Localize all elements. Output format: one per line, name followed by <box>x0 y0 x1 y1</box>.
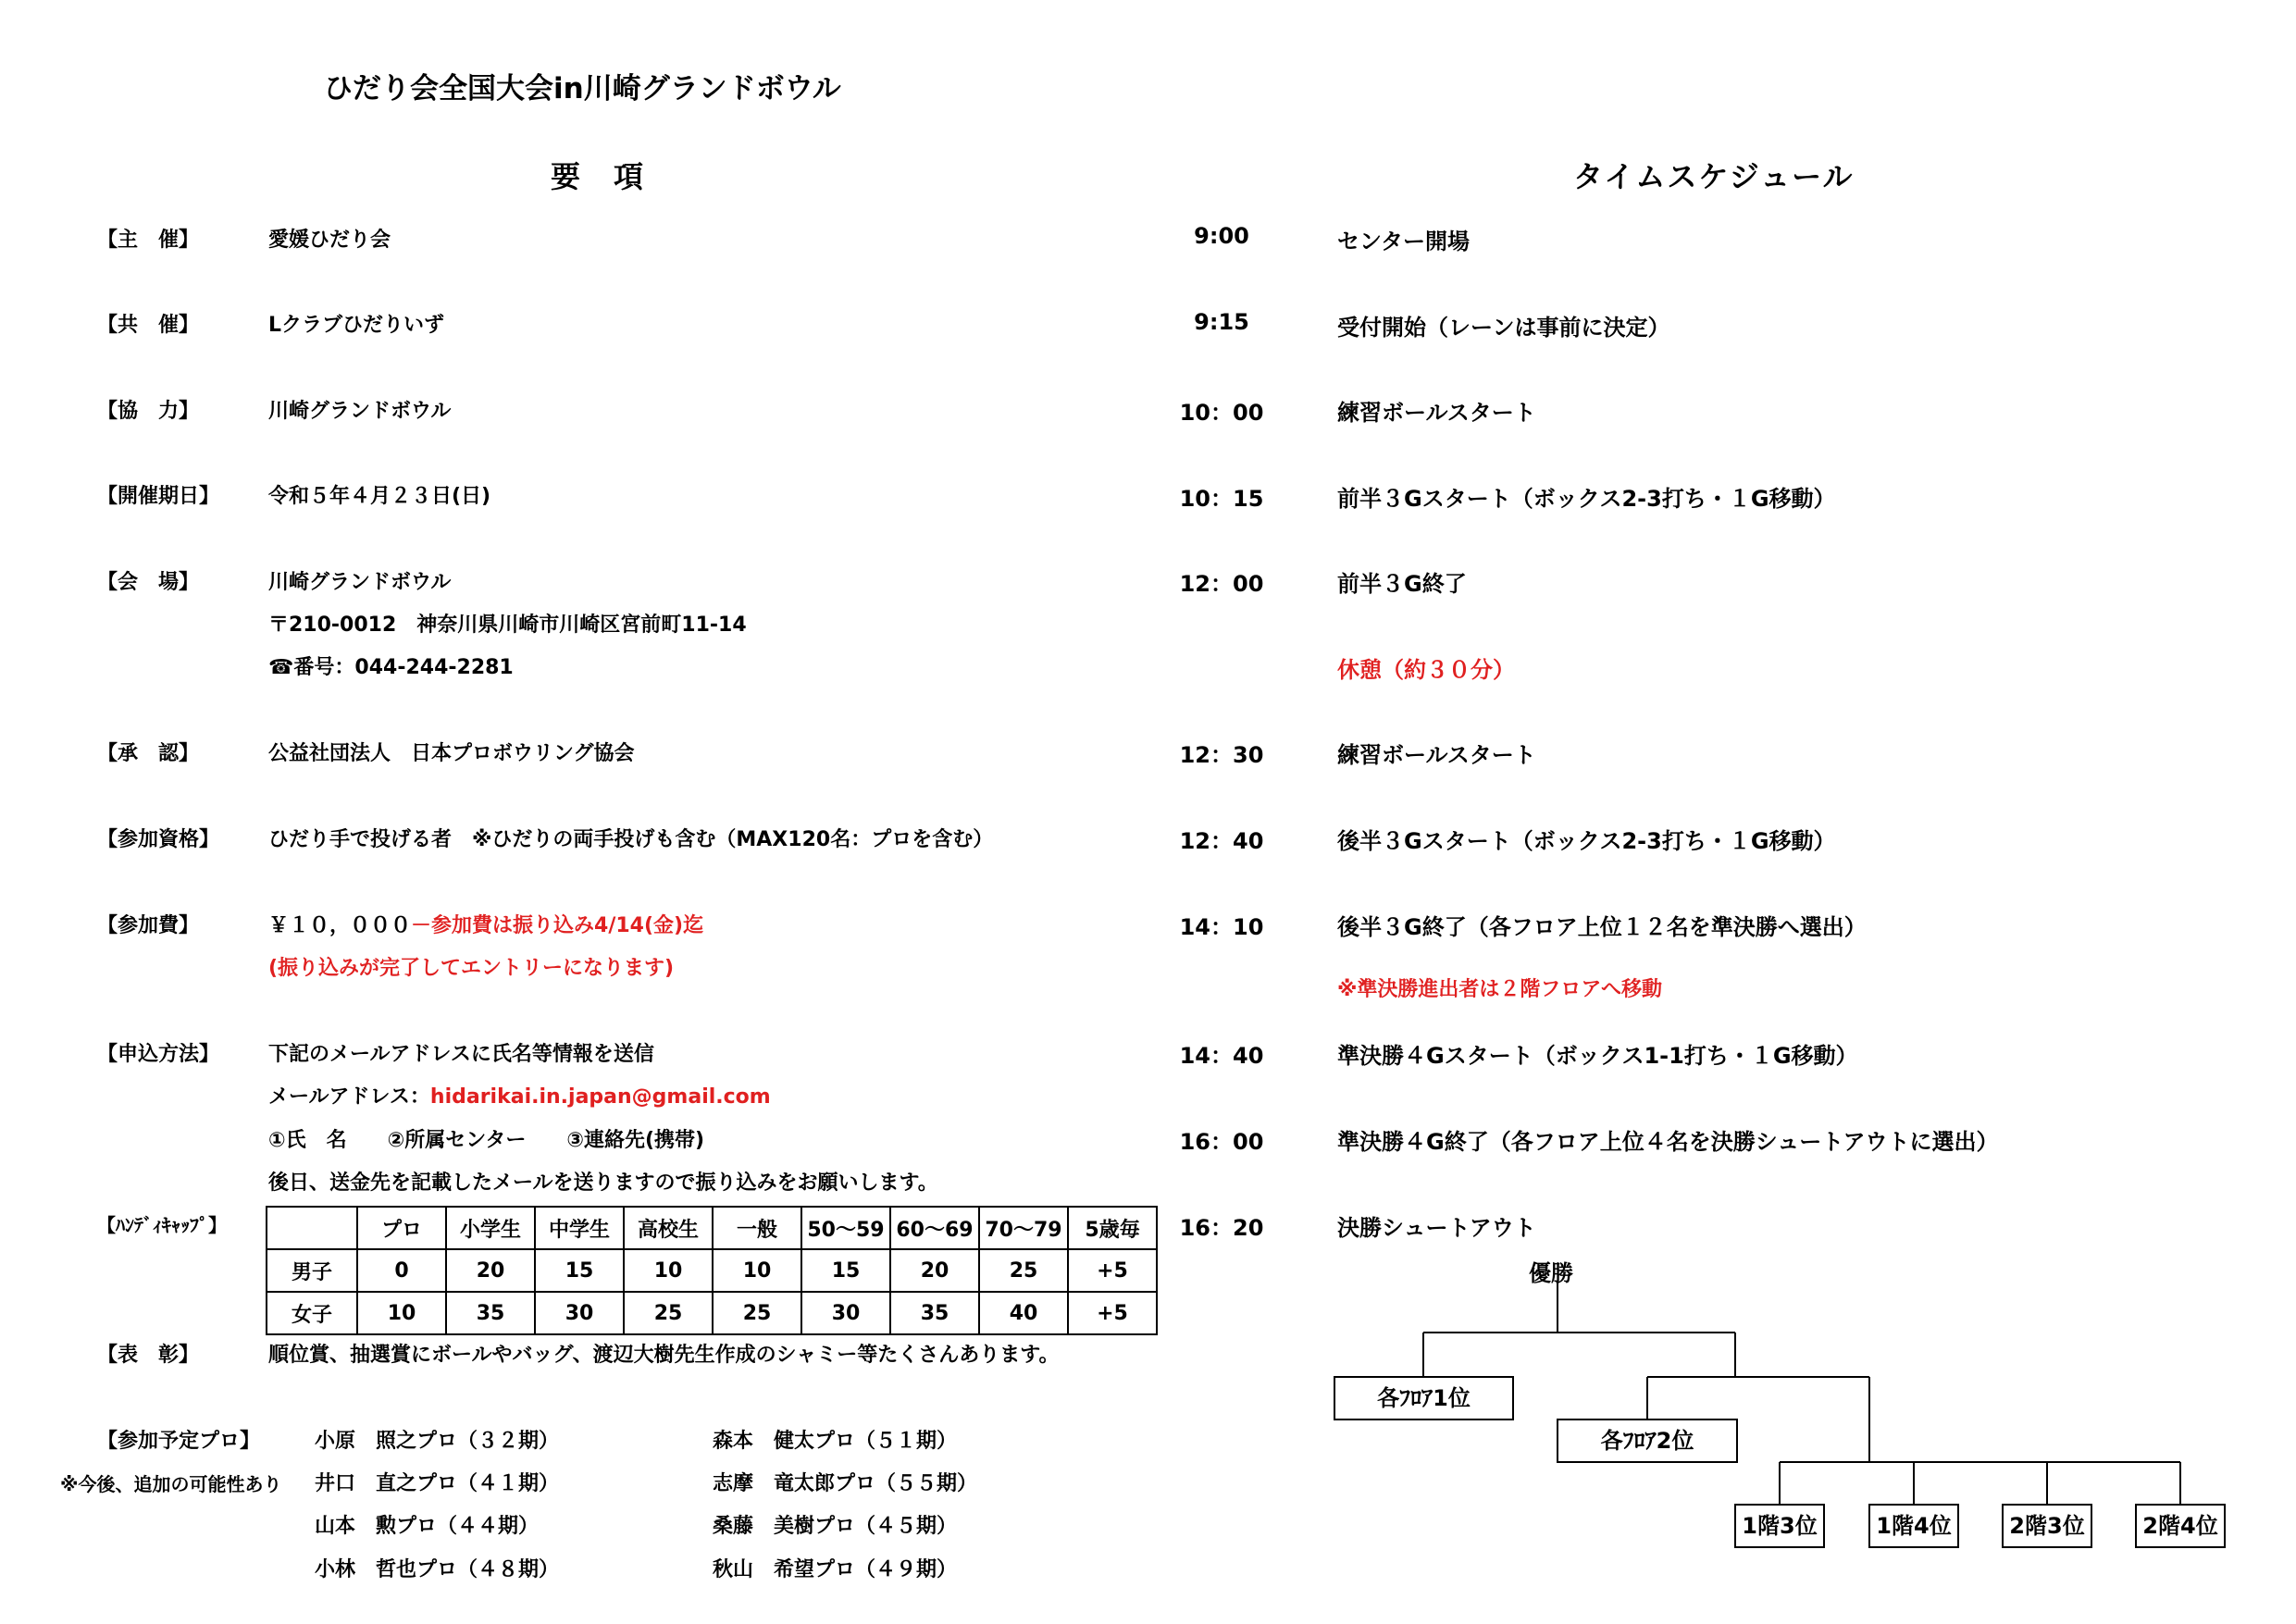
support-label: 【協 力】 <box>97 400 200 423</box>
bracket-seed: 1階3位 <box>1734 1504 1825 1548</box>
schedule-event: 後半３G終了（各フロア上位１２名を準決勝へ選出） <box>1337 914 1867 940</box>
pro-name: 小原 照之プロ（３２期） <box>315 1430 560 1453</box>
cohost-label: 【共 催】 <box>97 314 200 337</box>
venue-address: 〒210-0012 神奈川県川崎市川崎区宮前町11-14 <box>268 614 747 637</box>
schedule-time: 9:15 <box>1194 309 1249 335</box>
schedule-time: 12：40 <box>1179 828 1264 854</box>
table-cell: プロ <box>357 1207 446 1249</box>
page-title: ひだり会全国大会in川崎グランドボウル <box>324 72 841 105</box>
approval-value: 公益社団法人 日本プロボウリング協会 <box>268 742 635 765</box>
table-cell: 小学生 <box>446 1207 535 1249</box>
date-label: 【開催期日】 <box>97 485 220 508</box>
schedule-event: 準決勝４G終了（各フロア上位４名を決勝シュートアウトに選出） <box>1337 1129 1999 1155</box>
apply-label: 【申込方法】 <box>97 1043 220 1066</box>
venue-name: 川崎グランドボウル <box>268 571 452 594</box>
schedule-event: 決勝シュートアウト <box>1337 1215 1536 1241</box>
schedule-time: 12：30 <box>1179 742 1264 768</box>
table-cell: 15 <box>801 1249 890 1292</box>
award-value: 順位賞、抽選賞にボールやバッグ、渡辺大樹先生作成のシャミー等たくさんあります。 <box>268 1344 1060 1367</box>
table-cell: +5 <box>1068 1249 1157 1292</box>
schedule-event: 後半３Gスタート（ボックス2-3打ち・１G移動） <box>1337 828 1836 854</box>
table-cell: 35 <box>890 1292 979 1334</box>
schedule-note: ※準決勝進出者は２階フロアへ移動 <box>1337 978 1662 1001</box>
bracket-seed: 2階4位 <box>2135 1504 2226 1548</box>
table-cell: 10 <box>624 1249 713 1292</box>
left-heading: 要 項 <box>551 159 646 194</box>
table-cell: 女子 <box>267 1292 357 1334</box>
schedule-time: 10：15 <box>1179 486 1264 512</box>
table-cell: 20 <box>446 1249 535 1292</box>
bracket-winner: 優勝 <box>1529 1260 1573 1286</box>
pros-note: ※今後、追加の可能性あり <box>60 1473 282 1495</box>
pro-name: 森本 健太プロ（５１期） <box>713 1430 958 1453</box>
apply-line4: 後日、送金先を記載したメールを送りますので振り込みをお願いします。 <box>268 1172 938 1195</box>
eligibility-label: 【参加資格】 <box>97 828 220 851</box>
table-cell: 30 <box>801 1292 890 1334</box>
schedule-event: 前半３G終了 <box>1337 571 1467 597</box>
fee-deadline: －参加費は振り込み4/14(金)迄 <box>411 914 704 937</box>
fee-amount: ￥１０，０００ <box>268 914 412 937</box>
table-cell: 5歳毎 <box>1068 1207 1157 1249</box>
apply-line1: 下記のメールアドレスに氏名等情報を送信 <box>268 1043 654 1066</box>
pro-name: 志摩 竜太郎プロ（５５期） <box>713 1472 978 1495</box>
pro-name: 桑藤 美樹プロ（４５期） <box>713 1515 958 1538</box>
fee-label: 【参加費】 <box>97 914 200 937</box>
venue-phone: ☎番号：044-244-2281 <box>268 656 514 679</box>
pro-name: 秋山 希望プロ（４９期） <box>713 1558 958 1581</box>
table-cell: +5 <box>1068 1292 1157 1334</box>
table-cell: 30 <box>535 1292 624 1334</box>
fee-note: (振り込みが完了してエントリーになります) <box>268 957 675 980</box>
schedule-time: 9:00 <box>1194 223 1249 249</box>
schedule-time: 10：00 <box>1179 400 1264 426</box>
email-address[interactable]: hidarikai.in.japan@gmail.com <box>429 1085 771 1109</box>
schedule-time: 16：00 <box>1179 1129 1264 1155</box>
schedule-time: 12：00 <box>1179 571 1264 597</box>
right-heading: タイムスケジュール <box>1573 159 1855 194</box>
award-label: 【表 彰】 <box>97 1344 200 1367</box>
table-cell: 25 <box>713 1292 801 1334</box>
schedule-event: センター開場 <box>1337 229 1471 254</box>
venue-label: 【会 場】 <box>97 571 200 594</box>
pros-label: 【参加予定プロ】 <box>97 1430 261 1453</box>
schedule-break: 休憩（約３０分） <box>1337 657 1515 683</box>
table-cell: 25 <box>624 1292 713 1334</box>
table-cell: 10 <box>357 1292 446 1334</box>
eligibility-value: ひだり手で投げる者 ※ひだりの両手投げも含む（MAX120名：プロを含む） <box>268 828 994 851</box>
schedule-event: 準決勝４Gスタート（ボックス1-1打ち・１G移動） <box>1337 1043 1858 1069</box>
table-cell: 15 <box>535 1249 624 1292</box>
table-cell: 60～69 <box>890 1207 979 1249</box>
table-cell: 35 <box>446 1292 535 1334</box>
email-prefix: メールアドレス： <box>268 1085 430 1109</box>
schedule-event: 受付開始（レーンは事前に決定） <box>1337 315 1670 341</box>
handicap-label: 【ﾊﾝﾃﾞｨｷｬｯﾌﾟ】 <box>97 1214 227 1236</box>
table-cell: 一般 <box>713 1207 801 1249</box>
table-cell: 70～79 <box>979 1207 1068 1249</box>
pro-name: 山本 勲プロ（４４期） <box>315 1515 540 1538</box>
table-cell: 25 <box>979 1249 1068 1292</box>
host-value: 愛媛ひだり会 <box>268 229 391 252</box>
schedule-time: 16：20 <box>1179 1215 1264 1241</box>
date-value: 令和５年４月２３日(日) <box>268 485 491 508</box>
pro-name: 井口 直之プロ（４１期） <box>315 1472 560 1495</box>
bracket-floor-1st: 各ﾌﾛｱ1位 <box>1334 1376 1514 1420</box>
pro-name: 小林 哲也プロ（４８期） <box>315 1558 560 1581</box>
table-cell: 40 <box>979 1292 1068 1334</box>
support-value: 川崎グランドボウル <box>268 400 452 423</box>
table-cell: 0 <box>357 1249 446 1292</box>
approval-label: 【承 認】 <box>97 742 200 765</box>
table-cell: 10 <box>713 1249 801 1292</box>
apply-line3: ①氏 名 ②所属センター ③連絡先(携帯) <box>268 1129 705 1152</box>
bracket-seed: 2階3位 <box>2002 1504 2092 1548</box>
schedule-event: 練習ボールスタート <box>1337 742 1536 768</box>
bracket-floor-2nd: 各ﾌﾛｱ2位 <box>1557 1419 1738 1463</box>
schedule-time: 14：10 <box>1179 914 1264 940</box>
table-cell: 男子 <box>267 1249 357 1292</box>
table-cell: 中学生 <box>535 1207 624 1249</box>
schedule-time: 14：40 <box>1179 1043 1264 1069</box>
host-label: 【主 催】 <box>97 229 200 252</box>
table-cell: 高校生 <box>624 1207 713 1249</box>
schedule-event: 前半３Gスタート（ボックス2-3打ち・１G移動） <box>1337 486 1836 512</box>
table-cell: 20 <box>890 1249 979 1292</box>
schedule-event: 練習ボールスタート <box>1337 400 1536 426</box>
table-cell: 50～59 <box>801 1207 890 1249</box>
bracket-seed: 1階4位 <box>1868 1504 1959 1548</box>
cohost-value: Lクラブひだりいず <box>268 314 445 337</box>
